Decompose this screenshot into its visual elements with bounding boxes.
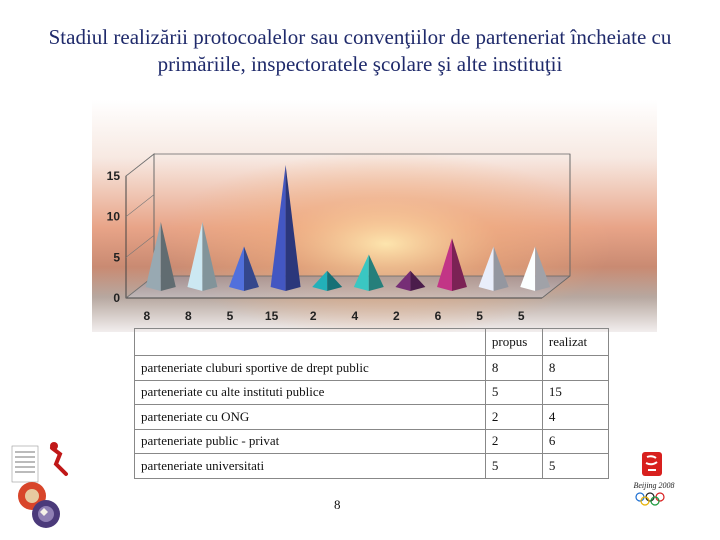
row-label: parteneriate public - privat <box>135 429 486 454</box>
x-tick-label: 8 <box>143 309 151 323</box>
row-propus: 5 <box>485 380 542 405</box>
x-tick-label: 8 <box>185 309 192 323</box>
row-realizat: 5 <box>542 454 608 479</box>
table-header-empty <box>135 329 486 356</box>
y-tick-label: 15 <box>106 169 120 183</box>
x-tick-label: 2 <box>309 309 317 323</box>
row-propus: 2 <box>485 405 542 430</box>
row-realizat: 6 <box>542 429 608 454</box>
row-label: parteneriate cluburi sportive de drept public <box>135 356 486 381</box>
table-header-propus: propus <box>485 329 542 356</box>
pyramid-chart <box>92 100 657 332</box>
row-realizat: 15 <box>542 380 608 405</box>
x-tick-label: 5 <box>517 309 525 323</box>
page-number: 8 <box>334 497 341 512</box>
table-row <box>135 380 609 405</box>
x-tick-label: 15 <box>264 309 279 323</box>
row-label: parteneriate cu alte instituti publice <box>135 380 486 405</box>
row-propus: 5 <box>485 454 542 479</box>
x-tick-label: 6 <box>434 309 442 323</box>
y-tick-label: 10 <box>106 209 120 224</box>
table-row <box>135 405 609 430</box>
row-label: parteneriate universitati <box>135 454 486 479</box>
table-header-realizat: realizat <box>542 329 608 356</box>
row-propus: 8 <box>485 356 542 381</box>
data-table <box>134 328 609 479</box>
x-tick-label: 2 <box>393 309 400 323</box>
x-tick-label: 5 <box>226 309 234 323</box>
slide-title: Stadiul realizării protocoalelor sau convenţiilor de parteneriat încheiate cu primăriile, inspectoratele şcolare şi alte instituţii <box>48 25 672 76</box>
y-tick-label: 0 <box>113 291 120 305</box>
table-row <box>135 356 609 381</box>
club-logo <box>8 440 78 532</box>
table-row <box>135 454 609 479</box>
row-label: parteneriate cu ONG <box>135 405 486 430</box>
row-propus: 2 <box>485 429 542 454</box>
y-tick-label: 5 <box>113 250 120 265</box>
beijing-2008-label: Beijing 2008 <box>633 481 675 490</box>
row-realizat: 4 <box>542 405 608 430</box>
x-tick-label: 5 <box>476 309 483 323</box>
chart-svg <box>92 100 657 332</box>
x-tick-label: 4 <box>351 309 359 323</box>
table-header-row <box>135 329 609 356</box>
row-realizat: 8 <box>542 356 608 381</box>
table-row <box>135 429 609 454</box>
beijing-2008-logo <box>628 450 680 508</box>
